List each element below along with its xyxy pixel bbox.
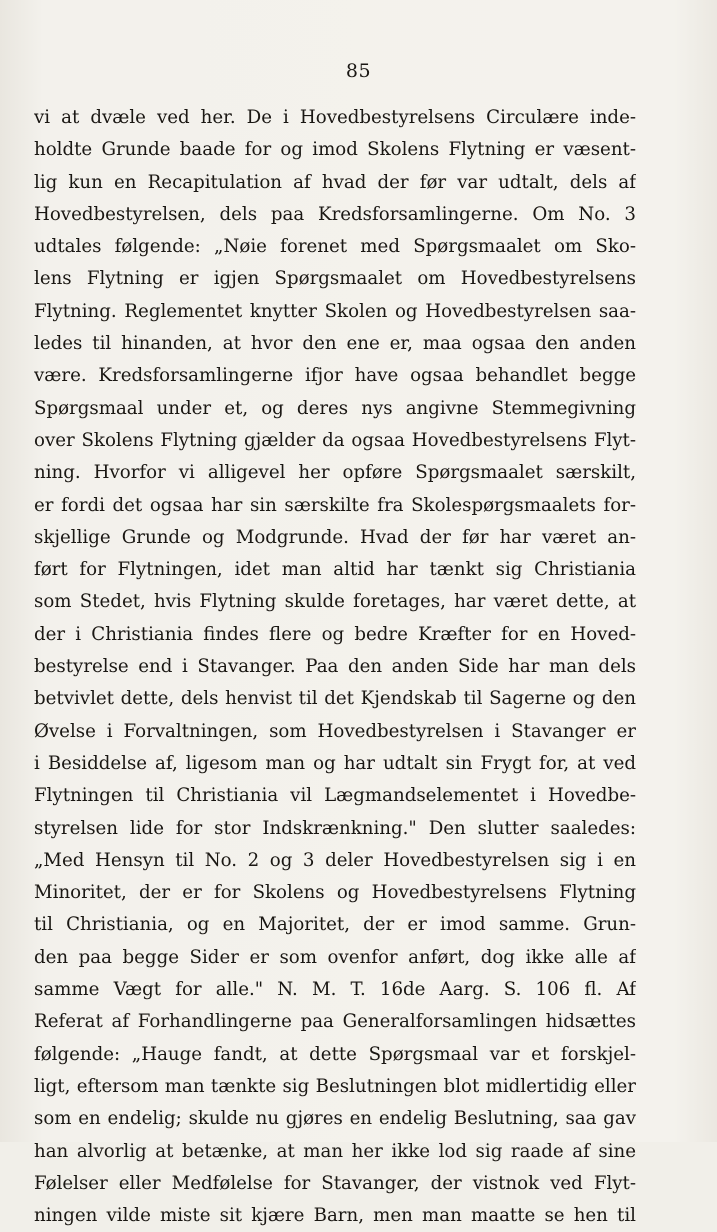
text-line: følgende: „Hauge fandt, at dette Spørgsmaal var et forskjel- (34, 1043, 636, 1065)
text-line: som en endelig; skulde nu gjøres en endelig Beslutning, saa gav (34, 1108, 636, 1130)
text-line: til Christiania, og en Majoritet, der er imod samme. Grun- (34, 914, 636, 936)
text-line: Øvelse i Forvaltningen, som Hovedbestyrelsen i Stavanger er (34, 720, 636, 742)
text-line: vi at dvæle ved her. De i Hovedbestyrelsens Circulære inde- (34, 107, 636, 128)
text-line: den paa begge Sider er som ovenfor anført, dog ikke alle af (34, 946, 636, 968)
page-number: 85 (345, 60, 372, 82)
text-line: skjellige Grunde og Modgrunde. Hvad der før har været an- (34, 526, 636, 548)
text-line: er fordi det ogsaa har sin særskilte fra Skolespørgsmaalets for- (34, 494, 636, 516)
text-line: der i Christiania findes flere og bedre Kræfter for en Hoved- (34, 623, 636, 645)
text-line: over Skolens Flytning gjælder da ogsaa Hovedbestyrelsens Flyt- (34, 429, 636, 451)
text-line: Hovedbestyrelsen, dels paa Kredsforsamlingerne. Om No. 3 (34, 203, 636, 225)
text-line: bestyrelse end i Stavanger. Paa den anden Side har man dels (34, 656, 636, 678)
text-line: ningen vilde miste sit kjære Barn, men man maatte se hen til (34, 1205, 636, 1227)
text-line: han alvorlig at betænke, at man her ikke lod sig raade af sine (34, 1140, 636, 1162)
text-line: lig kun en Recapitulation af hvad der før var udtalt, dels af (34, 171, 636, 193)
text-line: Referat af Forhandlingerne paa Generalforsamlingen hidsættes (34, 1011, 636, 1033)
text-line: Følelser eller Medfølelse for Stavanger, der vistnok ved Flyt- (34, 1172, 636, 1194)
text-line: styrelsen lide for stor Indskrænkning." Den slutter saaledes: (34, 817, 636, 839)
text-line: holdte Grunde baade for og imod Skolens Flytning er væsent- (34, 139, 636, 161)
text-line: Flytningen til Christiania vil Lægmandselementet i Hovedbe- (34, 785, 636, 807)
text-line: Spørgsmaal under et, og deres nys angivne Stemmegivning (34, 397, 636, 419)
text-line: ning. Hvorfor vi alligevel her opføre Spørgsmaalet særskilt, (34, 462, 636, 484)
text-line: lens Flytning er igjen Spørgsmaalet om Hovedbestyrelsens (34, 268, 636, 290)
text-line: ligt, eftersom man tænkte sig Beslutningen blot midlertidig eller (34, 1075, 636, 1097)
text-line: Flytning. Reglementet knytter Skolen og Hovedbestyrelsen saa- (34, 300, 636, 322)
text-line: samme Vægt for alle." N. M. T. 16de Aarg. S. 106 fl. Af (34, 979, 636, 1001)
body-text (34, 102, 636, 1232)
text-line: „Med Hensyn til No. 2 og 3 deler Hovedbestyrelsen sig i en (34, 849, 636, 871)
text-line: i Besiddelse af, ligesom man og har udtalt sin Frygt for, at ved (34, 752, 636, 774)
text-line: betvivlet dette, dels henvist til det Kjendskab til Sagerne og den (34, 688, 636, 710)
text-line: som Stedet, hvis Flytning skulde foretages, har været dette, at (34, 591, 636, 613)
text-line: være. Kredsforsamlingerne ifjor have ogsaa behandlet begge (34, 365, 636, 387)
text-line: ført for Flytningen, idet man altid har tænkt sig Christiania (34, 559, 636, 581)
text-line: udtales følgende: „Nøie forenet med Spørgsmaalet om Sko- (34, 236, 636, 258)
text-line: Minoritet, der er for Skolens og Hovedbestyrelsens Flytning (34, 882, 636, 904)
text-line: ledes til hinanden, at hvor den ene er, maa ogsaa den anden (34, 333, 636, 355)
